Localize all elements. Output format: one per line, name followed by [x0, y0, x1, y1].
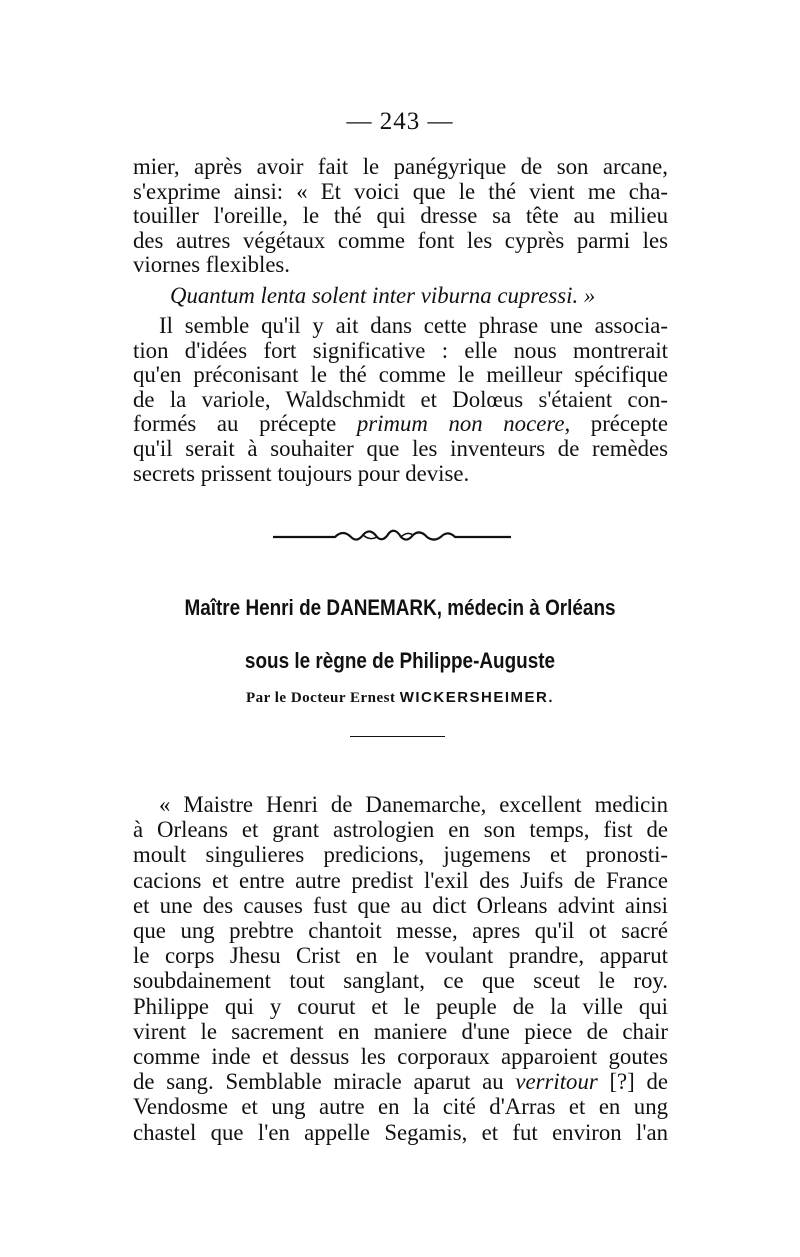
article-subtitle: sous le règne de Philippe-Auguste — [244, 648, 556, 673]
text-line: soubdainement tout sanglant, ce que sceut le roy. — [133, 968, 668, 994]
italic-phrase: primum non nocere — [356, 411, 565, 437]
paragraph-chronicle-quote — [133, 792, 668, 1145]
text-line: que ung prebtre chantoit messe, apres qu'il ot sacré — [133, 918, 668, 944]
text-line: viornes flexibles. — [133, 252, 291, 278]
text-line: virent le sacrement en maniere d'une piece de chair — [133, 1018, 668, 1044]
italic-word: verritour — [515, 1069, 598, 1095]
text-line: moult singulieres predicions, jugemens et pronosti- — [133, 842, 668, 868]
text-segment: formés au précepte — [133, 411, 357, 437]
article-title: Maître Henri de DANEMARK, médecin à Orléans — [184, 595, 616, 620]
text-line — [133, 412, 668, 437]
paragraph-continuation — [133, 155, 668, 278]
text-line: chastel que l'en appelle Segamis, et fut environ l'an — [133, 1119, 668, 1145]
text-line: de la variole, Waldschmidt et Dolœus s'étaient con- — [133, 386, 668, 412]
text-line: et une des causes fust que au dict Orleans advint ainsi — [133, 892, 668, 918]
text-line — [133, 1069, 668, 1094]
author-name: WICKERSHEIMER. — [399, 689, 555, 706]
text-line: Vendosme et ung autre en la cité d'Arras et en ung — [133, 1094, 668, 1120]
text-line: des autres végétaux comme font les cyprès parmi les — [133, 227, 668, 253]
text-segment: [?] de — [597, 1069, 669, 1095]
section-rule — [350, 736, 445, 737]
text-line: Il semble qu'il y ait dans cette phrase une associa- — [159, 313, 668, 338]
text-line: cacions et entre autre predist l'exil des Juifs de France — [133, 867, 668, 893]
text-line: comme inde et dessus les corporaux apparoient goutes — [133, 1044, 668, 1070]
text-line: tion d'idées fort significative : elle nous montrerait — [133, 337, 668, 363]
paragraph-commentary — [133, 314, 668, 486]
text-segment: , précepte — [564, 411, 668, 437]
ornament-divider — [273, 525, 511, 545]
text-segment: de sang. Semblable miracle aparut au — [133, 1069, 516, 1095]
page-number: — 243 — — [346, 108, 454, 135]
text-line: secrets prissent toujours pour devise. — [133, 460, 470, 486]
text-line: qu'il serait à souhaiter que les inventeurs de remèdes — [133, 435, 668, 461]
author-line — [0, 689, 800, 707]
text-line: s'exprime ainsi: « Et voici que le thé vient me cha- — [133, 178, 668, 204]
text-line: « Maistre Henri de Danemarche, excellent medicin — [159, 792, 668, 817]
text-line: qu'en préconisant le thé comme le meilleur spécifique — [133, 362, 668, 388]
text-line: Philippe qui y courut et le peuple de la ville qui — [133, 993, 668, 1019]
text-line: mier, après avoir fait le panégyrique de son arcane, — [133, 154, 668, 179]
text-line: touiller l'oreille, le thé qui dresse sa tête au milieu — [133, 203, 668, 229]
text-line: à Orleans et grant astrologien en son temps, fist de — [133, 817, 668, 843]
author-prefix: Par le Docteur Ernest — [245, 690, 400, 706]
latin-quote: Quantum lenta solent inter viburna cupressi. » — [170, 283, 596, 308]
text-line: le corps Jhesu Crist en le voulant prandre, apparut — [133, 943, 668, 969]
